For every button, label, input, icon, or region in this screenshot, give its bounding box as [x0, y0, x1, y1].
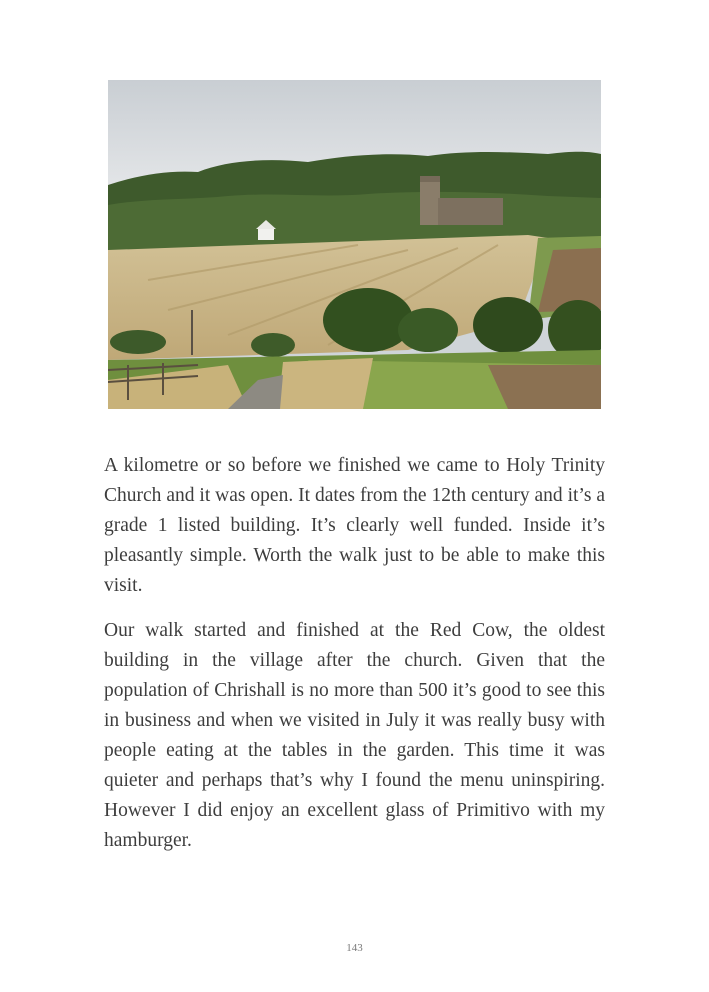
- paragraph-church: A kilometre or so before we finished we came to Holy Trinity Church and it was open. It dates from the 12th century and it’s a grade 1 listed building. It’s clearly well funded. Inside it’s pleasantly simple. Worth the walk just to be able to make this visit.: [104, 455, 605, 596]
- paragraph-red-cow: Our walk started and finished at the Red Cow, the oldest building in the village after the church. Given that the population of Chrishall is no more than 500 it’s good to see this in business and when we visited in July it was really busy with people eating at the tables in the garden. This time it was quieter and perhaps that’s why I found the menu uninspiring. However I did enjoy an excellent glass of Primitivo with my hamburger.: [104, 620, 605, 851]
- page-number: 143: [346, 942, 363, 954]
- article-body: [104, 451, 605, 871]
- landscape-photo: [108, 80, 601, 409]
